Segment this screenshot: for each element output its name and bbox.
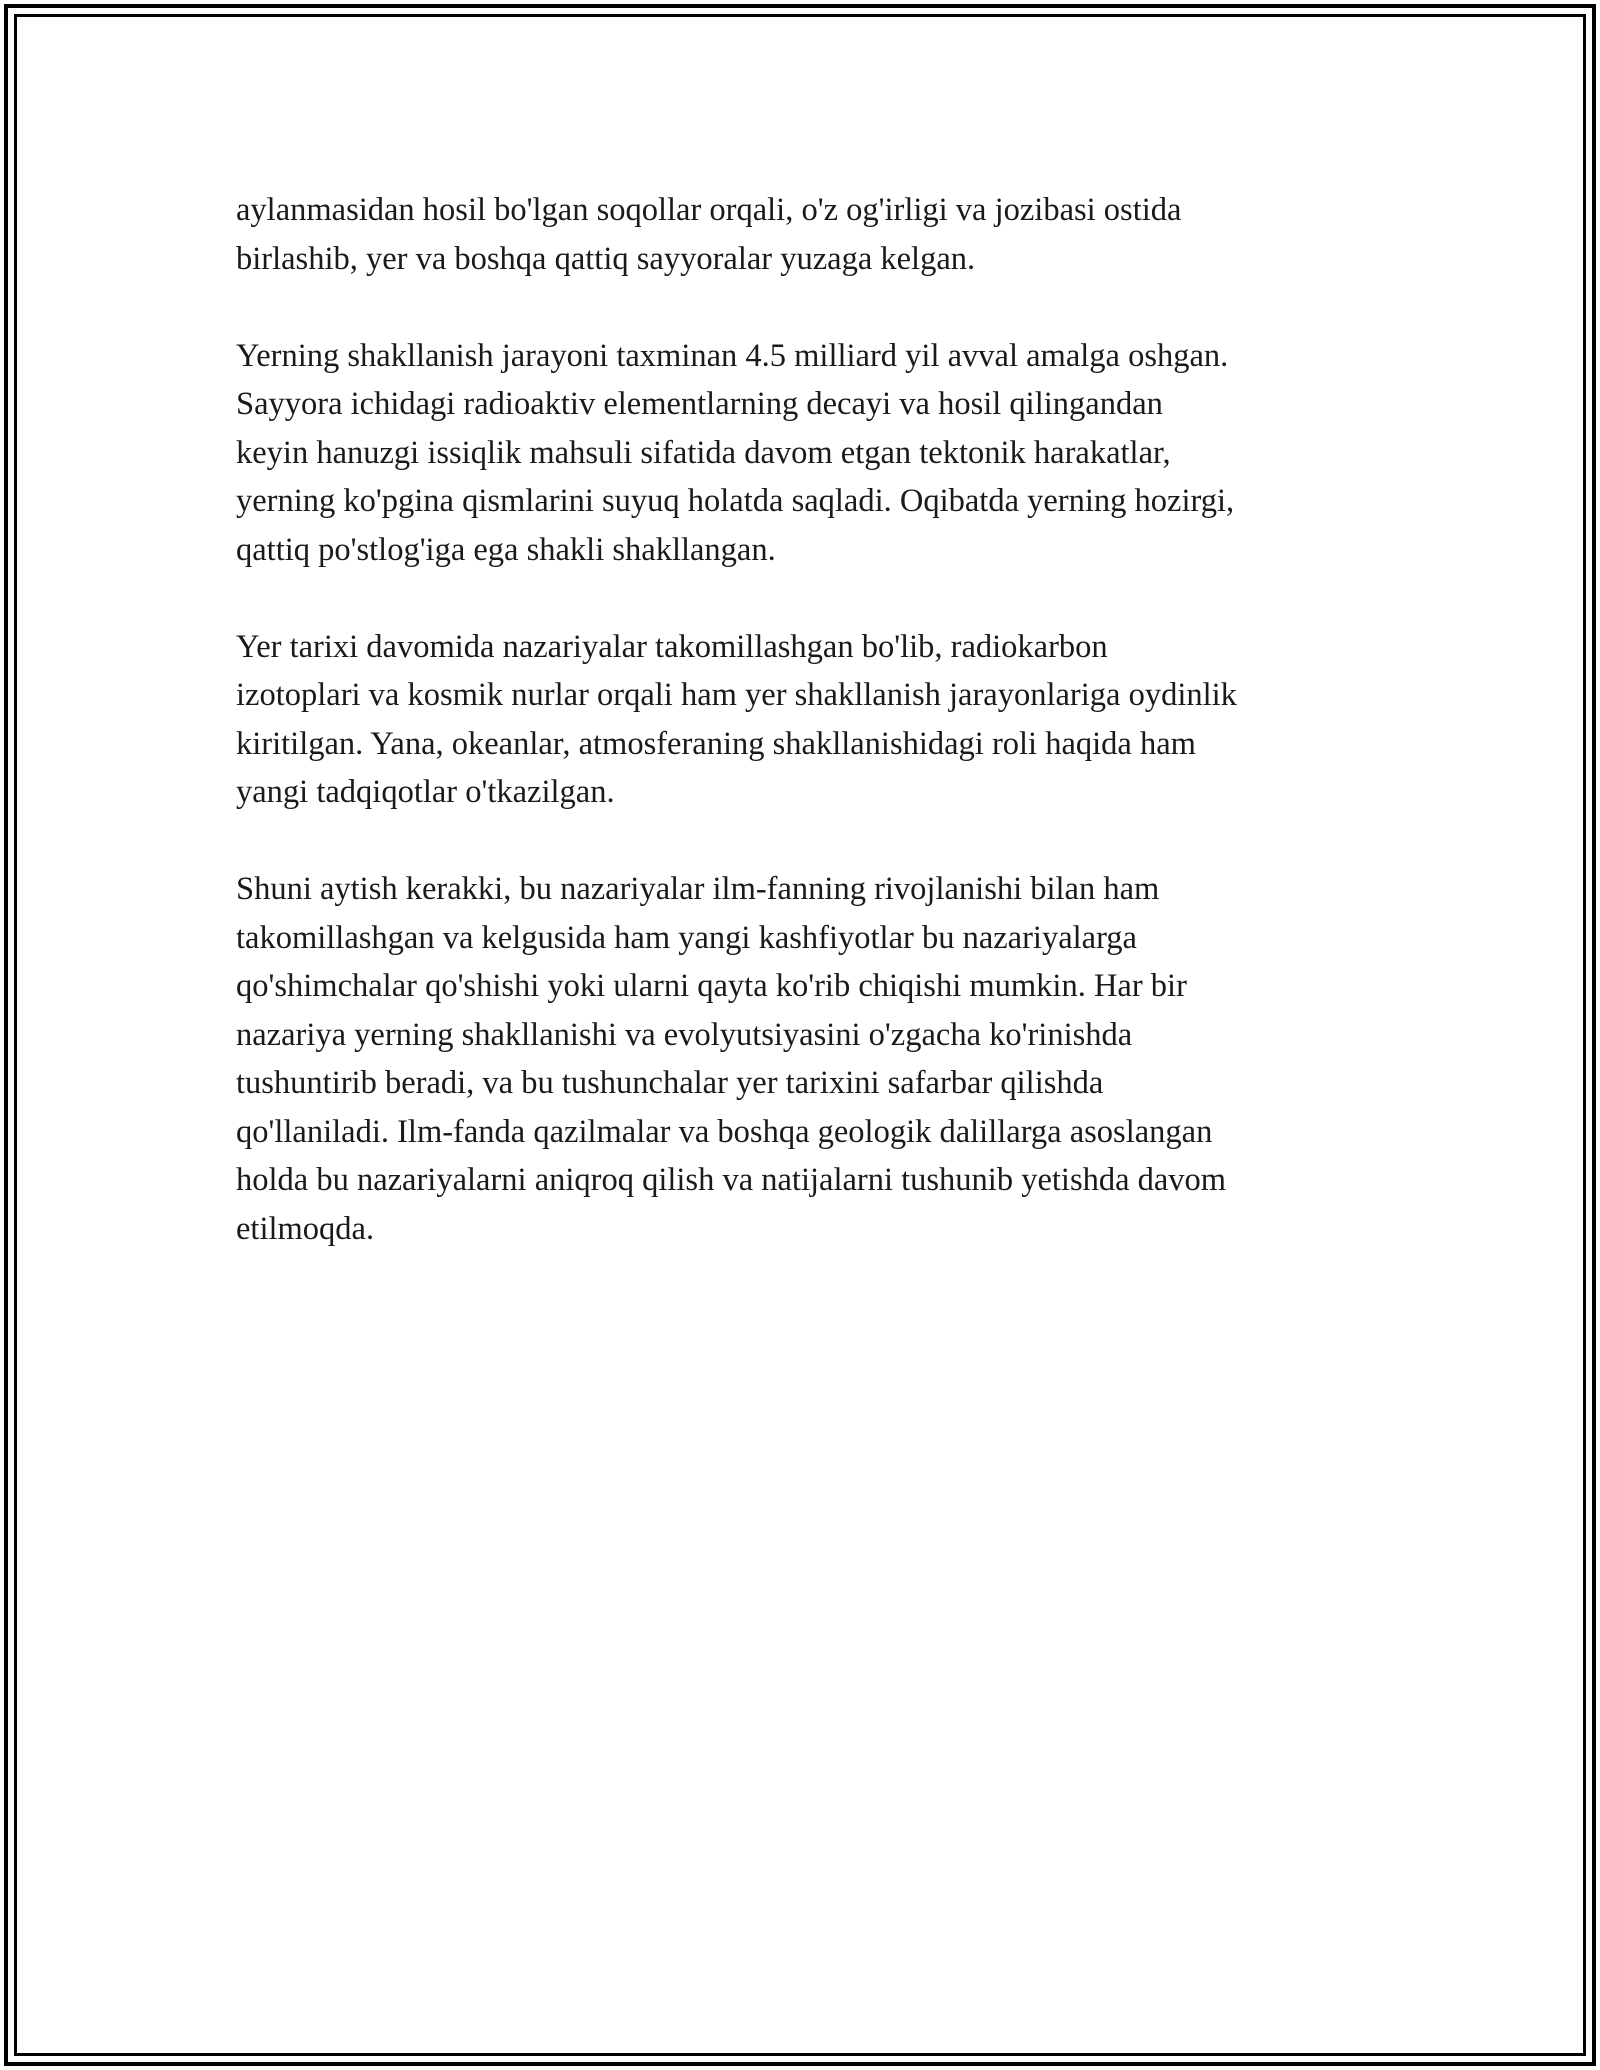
text-line: birlashib, yer va boshqa qattiq sayyoralar yuzaga kelgan. [236, 240, 976, 277]
text-line: qo'llaniladi. Ilm-fanda qazilmalar va boshqa geologik dalillarga asoslangan [236, 1113, 1213, 1150]
text-line: qattiq po'stlog'iga ega shakli shakllangan. [236, 531, 776, 568]
paragraph-2 [236, 332, 1386, 575]
text-line: yerning ko'pgina qismlarini suyuq holatda saqladi. Oqibatda yerning hozirgi, [236, 483, 1235, 519]
text-line: Shuni aytish kerakki, bu nazariyalar ilm-fanning rivojlanishi bilan ham [236, 871, 1160, 907]
text-line: takomillashgan va kelgusida ham yangi kashfiyotlar bu nazariyalarga [236, 919, 1137, 956]
text-line: holda bu nazariyalarni aniqroq qilish va natijalarni tushunib yetishda davom [236, 1162, 1227, 1198]
text-line: Sayyora ichidagi radioaktiv elementlarning decayi va hosil qilingandan [236, 386, 1163, 422]
text-line: qo'shimchalar qo'shishi yoki ularni qayta ko'rib chiqishi mumkin. Har bir [236, 968, 1187, 1004]
paragraph-1 [236, 186, 1386, 283]
text-line: etilmoqda. [236, 1210, 375, 1247]
text-line: tushuntirib beradi, va bu tushunchalar yer tarixini safarbar qilishda [236, 1065, 1104, 1101]
text-line: izotoplari va kosmik nurlar orqali ham yer shakllanish jarayonlariga oydinlik [236, 677, 1237, 713]
text-line: kiritilgan. Yana, okeanlar, atmosferaning shakllanishidagi roli haqida ham [236, 725, 1196, 762]
text-line: Yerning shakllanish jarayoni taxminan 4.5 milliard yil avval amalga oshgan. [236, 337, 1229, 374]
text-line: aylanmasidan hosil bo'lgan soqollar orqali, o'z og'irligi va jozibasi ostida [236, 192, 1182, 228]
paragraph-4 [236, 865, 1386, 1253]
document-body [236, 186, 1386, 1302]
text-line: Yer tarixi davomida nazariyalar takomillashgan bo'lib, radiokarbon [236, 628, 1108, 665]
paragraph-3 [236, 623, 1386, 817]
text-line: yangi tadqiqotlar o'tkazilgan. [236, 774, 615, 810]
text-line: keyin hanuzgi issiqlik mahsuli sifatida davom etgan tektonik harakatlar, [236, 434, 1171, 471]
text-line: nazariya yerning shakllanishi va evolyutsiyasini o'zgacha ko'rinishda [236, 1016, 1133, 1053]
